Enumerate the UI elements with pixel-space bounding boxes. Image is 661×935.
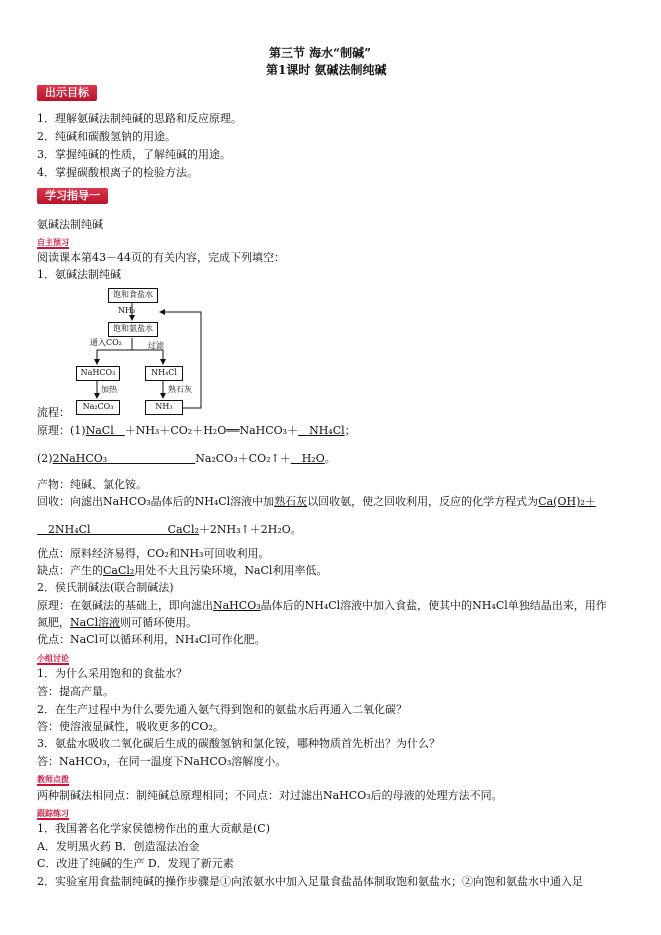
recovery-text: 回收：向滤出NaHCO₃晶体后的NH₄Cl溶液中加 <box>37 495 275 508</box>
hou-advantages-line: 优点：NaCl可以循环利用，NH₄Cl可作化肥。 <box>37 633 266 646</box>
objective-item: 3．掌握纯碱的性质，了解纯碱的用途。 <box>37 148 231 161</box>
advantages-line: 优点：原料经济易得，CO₂和NH₃可回收利用。 <box>37 547 270 560</box>
practice-tag: 跟踪练习 <box>37 808 69 818</box>
answer-2: 答：使溶液显碱性，吸收更多的CO₂。 <box>37 720 224 733</box>
blank-answer: NaHCO₃ <box>213 599 261 612</box>
practice-options-cd: C．改进了纯碱的生产 D．发现了新元素 <box>37 857 234 870</box>
teacher-note-tag: 教师点拨 <box>37 774 69 784</box>
subheading-ammonia-soda: 1．氨碱法制纯碱 <box>37 268 121 281</box>
flow-box-na2co3: Na₂CO₃ <box>76 400 120 415</box>
hou-principle-line-2 <box>37 616 197 629</box>
flow-label-nh3: NH₃ <box>118 306 136 315</box>
flow-box-nh4cl: NH₄Cl <box>145 366 183 381</box>
practice-options-ab: A．发明黑火药 B．创造湿法冶金 <box>37 840 200 853</box>
objective-item: 1．理解氨碱法制纯碱的思路和反应原理。 <box>37 112 242 125</box>
flow-label-filter: 过滤 <box>148 341 164 350</box>
objectives-banner: 出示目标 <box>37 85 97 101</box>
principle-prefix: (2) <box>37 452 53 465</box>
blank-answer: 熟石灰 <box>274 495 308 508</box>
disadv-text: 缺点：产生的 <box>37 564 103 577</box>
equation-text: ＋2NH₃↑＋2H₂O。 <box>198 523 302 536</box>
equation-text: ＋NH₃＋CO₂＋H₂O══NaHCO₃＋ <box>124 424 299 437</box>
flow-box-nh3: NH₃ <box>145 400 183 415</box>
punct: 。 <box>324 452 336 465</box>
section-title: 氨碱法制纯碱 <box>37 218 103 231</box>
recovery-line-2 <box>37 523 302 536</box>
principle-prefix: 原理：(1) <box>37 424 86 437</box>
hou-text: 则可循环使用。 <box>120 616 198 629</box>
question-2: 2．在生产过程中为什么要先通入氨气得到饱和的氨盐水后再通入二氧化碳？ <box>37 703 407 716</box>
flow-label-heat: 加热 <box>101 385 117 394</box>
blank-answer: H₂O <box>301 452 325 465</box>
page-title: 第三节 海水“制碱” <box>269 46 371 60</box>
answer-3: 答：NaHCO₃，在同一温度下NaHCO₃溶解度小。 <box>37 755 287 768</box>
answer-1: 答：提高产量。 <box>37 685 114 698</box>
equation-text: Na₂CO₃＋CO₂↑＋ <box>195 452 291 465</box>
hou-text: 原理：在氨碱法的基础上，即向滤出 <box>37 599 213 612</box>
flow-box-nahco3: NaHCO₃ <box>76 366 120 381</box>
subheading-hou: 2．侯氏制碱法(联合制碱法) <box>37 581 174 594</box>
blank-answer: 2NaHCO₃ <box>52 452 108 465</box>
self-study-tag: 自主预习 <box>37 237 69 247</box>
reading-instruction: 阅读课本第43－44页的有关内容，完成下列填空： <box>37 251 285 264</box>
practice-question-1: 1．我国著名化学家侯德榜作出的重大贡献是(C) <box>37 822 270 835</box>
flow-label: 流程： <box>37 406 70 419</box>
group-discussion-tag: 小组讨论 <box>37 653 69 663</box>
hou-text: 晶体后的NH₄Cl溶液中加入食盐，使其中的NH₄Cl单独结晶出来，用作 <box>260 599 607 612</box>
principle-line-1 <box>37 424 356 437</box>
teacher-note-text: 两种制碱法相同点：制纯碱总原理相同；不同点：对过滤出NaHCO₃后的母液的处理方法不同。 <box>37 789 503 802</box>
flow-box-saturated-brine: 饱和食盐水 <box>108 288 158 303</box>
flow-box-ammonia-brine: 饱和氨盐水 <box>108 322 158 337</box>
recovery-text: 以回收氨，使之回收利用，反应的化学方程式为 <box>307 495 539 508</box>
lesson-title: 第1课时 氨碱法制纯碱 <box>266 63 387 77</box>
flow-label-co2: 通入CO₂ <box>90 338 122 347</box>
disadv-text: 用处不大且污染环境，NaCl利用率低。 <box>134 564 328 577</box>
question-1: 1．为什么采用饱和的食盐水？ <box>37 667 187 680</box>
blank-answer: NaCl溶液 <box>70 616 121 629</box>
blank-answer: 2NH₄Cl <box>48 523 91 536</box>
blank-answer: NH₄Cl <box>309 424 345 437</box>
products-line: 产物：纯碱、氯化铵。 <box>37 478 147 491</box>
punct: ； <box>344 424 356 437</box>
guide-banner: 学习指导一 <box>37 188 108 204</box>
question-3: 3．氨盐水吸收二氧化碳后生成的碳酸氢钠和氯化铵，哪种物质首先析出？为什么？ <box>37 737 440 750</box>
hou-principle-line-1 <box>37 599 607 612</box>
objective-item: 2．纯碱和碳酸氢钠的用途。 <box>37 130 176 143</box>
disadvantages-line <box>37 564 327 577</box>
blank-answer: Ca(OH)₂＋ <box>538 495 596 508</box>
flow-label-slaked-lime: 熟石灰 <box>168 385 192 394</box>
blank-answer: CaCl₂ <box>103 564 135 577</box>
objective-item: 4．掌握碳酸根离子的检验方法。 <box>37 166 198 179</box>
blank-answer: NaCl <box>85 424 114 437</box>
recovery-line-1 <box>37 495 596 508</box>
practice-question-2: 2．实验室用食盐制纯碱的操作步骤是①向浓氨水中加入足量食盐晶体制取饱和氨盐水；②向饱和氨盐水中通入足 <box>37 875 583 888</box>
principle-line-2 <box>37 452 336 465</box>
blank-answer: CaCl₂ <box>167 523 199 536</box>
hou-text: 氮肥， <box>37 616 70 629</box>
